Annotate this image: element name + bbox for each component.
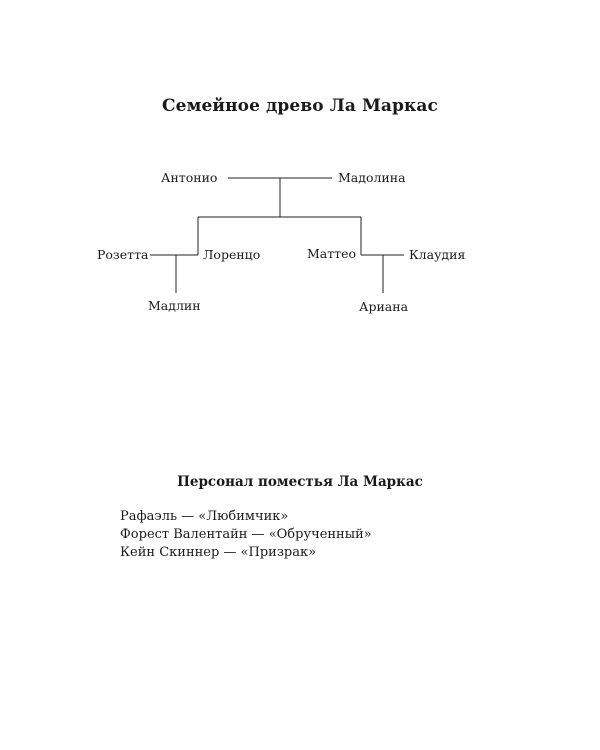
person-rosetta: Розетта xyxy=(97,247,149,262)
person-madolina: Мадолина xyxy=(338,170,406,185)
staff-item-kane: Кейн Скиннер — «Призрак» xyxy=(120,545,317,560)
person-ariana: Ариана xyxy=(359,299,409,314)
page-title: Семейное древо Ла Маркас xyxy=(162,96,438,116)
staff-item-forest: Форест Валентайн — «Обрученный» xyxy=(120,527,372,542)
person-matteo: Маттео xyxy=(307,246,357,261)
person-lorenzo: Лоренцо xyxy=(203,247,261,262)
staff-item-rafael: Рафаэль — «Любимчик» xyxy=(120,509,289,524)
staff-list xyxy=(120,508,372,562)
person-madlin: Мадлин xyxy=(148,298,201,313)
staff-section-title: Персонал поместья Ла Маркас xyxy=(177,474,423,490)
person-claudia: Клаудия xyxy=(409,247,466,262)
person-antonio: Антонио xyxy=(161,170,218,185)
